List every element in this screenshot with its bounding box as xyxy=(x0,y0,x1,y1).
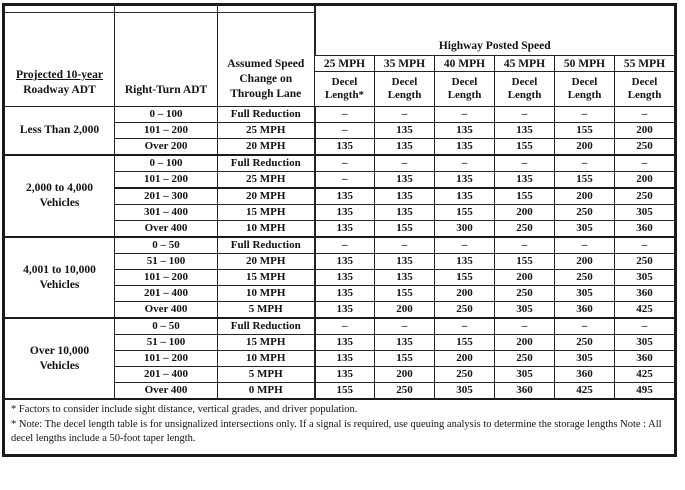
decel-value-cell: 200 xyxy=(555,254,615,270)
decel-value-cell: – xyxy=(315,318,375,335)
decel-value-cell: 155 xyxy=(555,172,615,189)
decel-value-cell: 305 xyxy=(495,367,555,383)
speed-change-cell: 10 MPH xyxy=(218,221,315,238)
speed-change-cell: 15 MPH xyxy=(218,335,315,351)
decel-length-header: Decel Length xyxy=(615,72,676,107)
decel-value-cell: 425 xyxy=(615,367,676,383)
decel-value-cell: 250 xyxy=(495,351,555,367)
speed-col-header: 45 MPH xyxy=(495,56,555,72)
decel-value-cell: 155 xyxy=(555,123,615,139)
right-turn-adt-cell: 101 – 200 xyxy=(115,270,218,286)
decel-value-cell: 305 xyxy=(495,302,555,319)
decel-value-cell: 135 xyxy=(315,139,375,156)
decel-value-cell: 155 xyxy=(375,221,435,238)
right-turn-adt-cell: Over 200 xyxy=(115,139,218,156)
decel-value-cell: 495 xyxy=(615,383,676,400)
right-turn-adt-cell: 0 – 50 xyxy=(115,237,218,254)
decel-value-cell: 250 xyxy=(495,286,555,302)
decel-value-cell: – xyxy=(315,172,375,189)
decel-length-header: Decel Length xyxy=(435,72,495,107)
decel-value-cell: 135 xyxy=(435,188,495,205)
decel-value-cell: 135 xyxy=(315,205,375,221)
decel-value-cell: – xyxy=(435,237,495,254)
decel-value-cell: – xyxy=(495,318,555,335)
speed-change-cell: Full Reduction xyxy=(218,155,315,172)
decel-value-cell: 155 xyxy=(435,205,495,221)
decel-value-cell: 135 xyxy=(375,123,435,139)
decel-value-cell: 135 xyxy=(495,123,555,139)
decel-value-cell: 135 xyxy=(375,270,435,286)
col-header-roadway-adt-line1: Projected 10-year xyxy=(16,69,103,82)
right-turn-adt-cell: 101 – 200 xyxy=(115,123,218,139)
decel-value-cell: 360 xyxy=(615,286,676,302)
roadway-adt-group-label xyxy=(4,237,115,318)
decel-value-cell: 360 xyxy=(555,367,615,383)
decel-value-cell: 250 xyxy=(615,139,676,156)
right-turn-adt-cell: Over 400 xyxy=(115,302,218,319)
decel-value-cell: 200 xyxy=(615,123,676,139)
footnote-factors: * Factors to consider include sight distance, vertical grades, and driver population. xyxy=(11,404,358,415)
decel-value-cell: 305 xyxy=(615,335,676,351)
decel-value-cell: 135 xyxy=(315,335,375,351)
decel-value-cell: 200 xyxy=(495,270,555,286)
table-row xyxy=(4,107,676,123)
speed-col-header: 40 MPH xyxy=(435,56,495,72)
speed-change-cell: 25 MPH xyxy=(218,123,315,139)
decel-value-cell: – xyxy=(435,155,495,172)
decel-value-cell: 360 xyxy=(555,302,615,319)
decel-value-cell: – xyxy=(615,107,676,123)
decel-length-header: Decel Length* xyxy=(315,72,375,107)
right-turn-adt-cell: 0 – 50 xyxy=(115,318,218,335)
speed-change-cell: Full Reduction xyxy=(218,318,315,335)
decel-value-cell: – xyxy=(615,155,676,172)
decel-length-table xyxy=(2,3,677,457)
decel-value-cell: 200 xyxy=(615,172,676,189)
speed-col-header: 25 MPH xyxy=(315,56,375,72)
decel-value-cell: – xyxy=(615,237,676,254)
speed-change-cell: 15 MPH xyxy=(218,205,315,221)
decel-value-cell: 425 xyxy=(615,302,676,319)
decel-value-cell: 250 xyxy=(375,383,435,400)
speed-change-cell: 20 MPH xyxy=(218,254,315,270)
decel-value-cell: 135 xyxy=(375,335,435,351)
decel-value-cell: 200 xyxy=(375,367,435,383)
speed-col-header: 50 MPH xyxy=(555,56,615,72)
speed-change-cell: Full Reduction xyxy=(218,237,315,254)
header-row-group-title xyxy=(4,5,676,56)
decel-value-cell: 250 xyxy=(555,335,615,351)
decel-value-cell: 250 xyxy=(435,302,495,319)
decel-value-cell: 250 xyxy=(555,270,615,286)
decel-value-cell: 300 xyxy=(435,221,495,238)
decel-value-cell: 155 xyxy=(495,188,555,205)
decel-value-cell: 200 xyxy=(375,302,435,319)
table-row xyxy=(4,155,676,172)
decel-value-cell: – xyxy=(555,107,615,123)
decel-value-cell: – xyxy=(315,155,375,172)
decel-value-cell: – xyxy=(495,107,555,123)
decel-value-cell: 135 xyxy=(375,188,435,205)
decel-value-cell: – xyxy=(375,155,435,172)
speed-change-cell: 10 MPH xyxy=(218,351,315,367)
decel-value-cell: 200 xyxy=(555,188,615,205)
right-turn-adt-cell: 201 – 400 xyxy=(115,286,218,302)
right-turn-adt-cell: 101 – 200 xyxy=(115,351,218,367)
speed-change-cell: Full Reduction xyxy=(218,107,315,123)
decel-value-cell: – xyxy=(315,107,375,123)
decel-value-cell: 250 xyxy=(615,254,676,270)
decel-value-cell: 200 xyxy=(495,205,555,221)
decel-value-cell: 200 xyxy=(555,139,615,156)
decel-value-cell: – xyxy=(375,318,435,335)
speed-change-cell: 20 MPH xyxy=(218,139,315,156)
decel-value-cell: 425 xyxy=(555,383,615,400)
decel-value-cell: 135 xyxy=(375,205,435,221)
decel-value-cell: – xyxy=(555,318,615,335)
footnote-note: * Note: The decel length table is for unsignalized intersections only. If a signal is required, use queuing analysis to determine the storage lengths Note : All decel lengths include a 50-foot taper length. xyxy=(11,419,662,445)
right-turn-adt-cell: 51 – 100 xyxy=(115,254,218,270)
decel-value-cell: 155 xyxy=(315,383,375,400)
right-turn-adt-cell: 301 – 400 xyxy=(115,205,218,221)
right-turn-adt-cell: 101 – 200 xyxy=(115,172,218,189)
right-turn-adt-cell: 201 – 400 xyxy=(115,367,218,383)
decel-value-cell: 305 xyxy=(435,383,495,400)
decel-length-header: Decel Length xyxy=(495,72,555,107)
group-label-line2: Vehicles xyxy=(39,359,80,372)
decel-value-cell: 155 xyxy=(435,335,495,351)
table-header xyxy=(4,5,676,107)
decel-value-cell: 135 xyxy=(315,254,375,270)
right-turn-adt-cell: 0 – 100 xyxy=(115,107,218,123)
decel-value-cell: 200 xyxy=(495,335,555,351)
speed-change-cell: 5 MPH xyxy=(218,367,315,383)
group-label-line1: 4,001 to 10,000 xyxy=(23,263,96,276)
right-turn-adt-cell: Over 400 xyxy=(115,221,218,238)
speed-col-header: 35 MPH xyxy=(375,56,435,72)
decel-value-cell: 305 xyxy=(555,221,615,238)
col-header-roadway-adt-line2: Roadway ADT xyxy=(23,84,96,97)
group-label-line1: 2,000 to 4,000 xyxy=(25,182,94,195)
speed-col-header: 55 MPH xyxy=(615,56,676,72)
col-header-right-turn-adt: Right-Turn ADT xyxy=(115,5,218,107)
decel-value-cell: 135 xyxy=(435,123,495,139)
decel-value-cell: 305 xyxy=(555,286,615,302)
decel-value-cell: 135 xyxy=(315,286,375,302)
decel-value-cell: 135 xyxy=(315,367,375,383)
decel-value-cell: – xyxy=(615,318,676,335)
decel-value-cell: 155 xyxy=(375,286,435,302)
decel-value-cell: 135 xyxy=(315,302,375,319)
speed-change-cell: 5 MPH xyxy=(218,302,315,319)
decel-value-cell: – xyxy=(555,155,615,172)
decel-value-cell: 135 xyxy=(375,139,435,156)
right-turn-adt-cell: 51 – 100 xyxy=(115,335,218,351)
decel-value-cell: 200 xyxy=(435,351,495,367)
decel-value-cell: – xyxy=(555,237,615,254)
roadway-adt-group-label xyxy=(4,318,115,399)
speed-change-cell: 10 MPH xyxy=(218,286,315,302)
decel-value-cell: – xyxy=(375,107,435,123)
decel-value-cell: 360 xyxy=(495,383,555,400)
decel-value-cell: 135 xyxy=(495,172,555,189)
speed-change-cell: 15 MPH xyxy=(218,270,315,286)
decel-value-cell: 250 xyxy=(435,367,495,383)
decel-value-cell: 250 xyxy=(495,221,555,238)
decel-value-cell: 305 xyxy=(615,205,676,221)
decel-value-cell: 135 xyxy=(435,254,495,270)
decel-value-cell: 250 xyxy=(555,205,615,221)
decel-value-cell: 155 xyxy=(435,270,495,286)
footnotes-cell xyxy=(4,399,676,455)
decel-value-cell: 135 xyxy=(315,351,375,367)
decel-value-cell: 305 xyxy=(615,270,676,286)
decel-value-cell: 155 xyxy=(375,351,435,367)
decel-value-cell: 305 xyxy=(555,351,615,367)
speed-change-cell: 0 MPH xyxy=(218,383,315,400)
decel-value-cell: – xyxy=(435,107,495,123)
decel-value-cell: 155 xyxy=(495,139,555,156)
decel-value-cell: – xyxy=(315,123,375,139)
decel-value-cell: 250 xyxy=(615,188,676,205)
decel-value-cell: 135 xyxy=(435,172,495,189)
decel-length-header: Decel Length xyxy=(555,72,615,107)
decel-value-cell: – xyxy=(495,237,555,254)
roadway-adt-group-label xyxy=(4,155,115,237)
right-turn-adt-cell: Over 400 xyxy=(115,383,218,400)
speed-change-cell: 20 MPH xyxy=(218,188,315,205)
group-label-line1: Less Than 2,000 xyxy=(19,124,100,137)
decel-value-cell: 135 xyxy=(375,254,435,270)
decel-value-cell: 135 xyxy=(435,139,495,156)
decel-value-cell: 360 xyxy=(615,221,676,238)
decel-value-cell: – xyxy=(315,237,375,254)
group-label-line2: Vehicles xyxy=(39,278,80,291)
table-footer xyxy=(4,399,676,455)
decel-value-cell: 360 xyxy=(615,351,676,367)
col-header-highway-posted-speed: Highway Posted Speed xyxy=(315,5,676,56)
table-row xyxy=(4,237,676,254)
col-header-roadway-adt xyxy=(4,5,115,107)
table-body xyxy=(4,107,676,400)
decel-length-header: Decel Length xyxy=(375,72,435,107)
roadway-adt-group-label xyxy=(4,107,115,156)
decel-value-cell: 135 xyxy=(375,172,435,189)
speed-change-cell: 25 MPH xyxy=(218,172,315,189)
decel-value-cell: – xyxy=(375,237,435,254)
footnotes-row xyxy=(4,399,676,455)
right-turn-adt-cell: 201 – 300 xyxy=(115,188,218,205)
group-label-line1: Over 10,000 xyxy=(29,344,90,357)
decel-value-cell: 135 xyxy=(315,270,375,286)
decel-value-cell: – xyxy=(435,318,495,335)
decel-value-cell: 155 xyxy=(495,254,555,270)
decel-value-cell: – xyxy=(495,155,555,172)
table-row xyxy=(4,318,676,335)
decel-value-cell: 200 xyxy=(435,286,495,302)
group-label-line2: Vehicles xyxy=(39,197,80,209)
right-turn-adt-cell: 0 – 100 xyxy=(115,155,218,172)
decel-value-cell: 135 xyxy=(315,188,375,205)
decel-value-cell: 135 xyxy=(315,221,375,238)
col-header-speed-change: Assumed Speed Change on Through Lane xyxy=(218,5,315,107)
